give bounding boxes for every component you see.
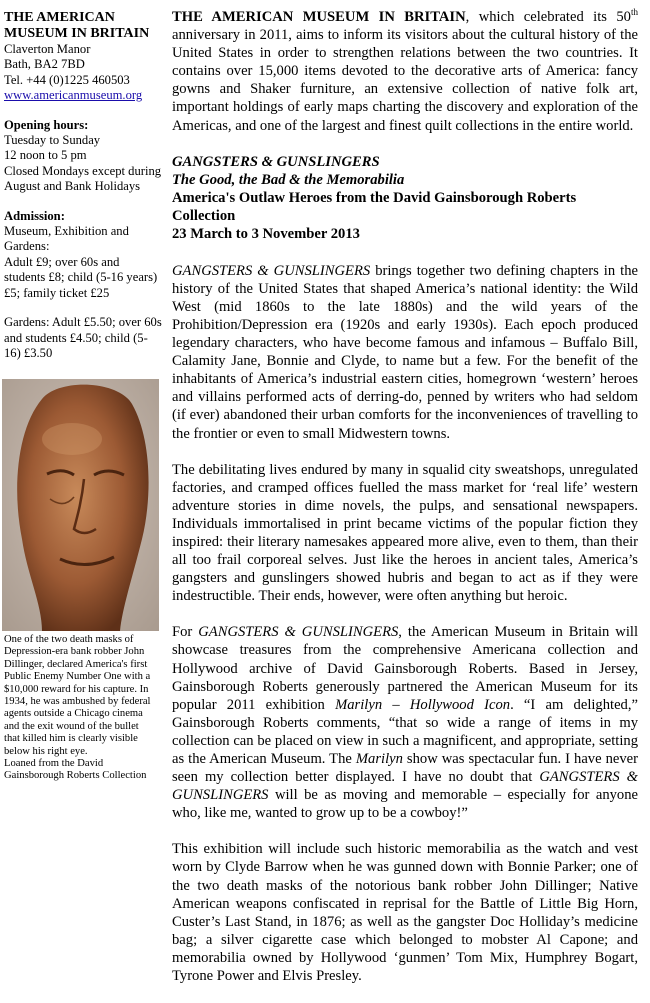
intro-paragraph [172,8,638,135]
intro-sup: th [630,7,638,18]
admission-prices: Adult £9; over 60s and students £8; child (5-16 years) £5; family ticket £25 [4,254,158,300]
museum-name: THE AMERICAN MUSEUM IN BRITAIN [4,10,150,41]
address-line1: Claverton Manor [4,42,91,56]
p3-title4: GANGSTERS & GUNSLINGERS [172,769,638,804]
paragraph-4: This exhibition will include such historic memorabilia as the watch and vest worn by Clyde Barrow when he was gunned down with Bonnie Parker; one of the two death masks of the notorious bank robber John Dillinger; Native American weapons confiscated in reprisal for the Battle of Little Big Horn, Custer’s Last Stand, in 1876; as well as the gangster Doc Holliday’s medicine bag; a silver cigarette case which belonged to mobster Al Capone; and memorabilia owned by Hollywood ‘gunmen’ Tom Mix, Humphrey Bogart, Tyrone Power and Elvis Presley. [172,841,638,985]
intro-text-b: anniversary in 2011, aims to inform its visitors about the cultural history of the United States in order to strengthen relations between the two countries. It contains over 15,000 items devoted to the decorative arts of America: fancy gowns and Shaker furniture, an extensive collection of native folk art, important holdings of early maps charting the discovery and exploration of the Americas, and one of the largest and finest quilt collections in the entire world. [172,27,638,134]
main-column [172,8,638,1003]
sidebar [4,10,162,361]
website-link[interactable]: www.americanmuseum.org [4,88,143,103]
p3-c: . “I am delighted,” Gainsborough Roberts comments, “that so wide a range of items in my collection can be placed on view in such a magnificent, and appropriate, setting as the American Museum. The [172,696,638,768]
p3-title2: Marilyn – Hollywood Icon [335,696,511,713]
p3-b: , the American Museum in Britain will showcase treasures from the comprehensive Americana collection and Hollywood archive of David Gainsborough Roberts. Based in Jersey, Gainsborough Roberts generously partnered the American Museum for its popular 2011 exhibition [172,624,638,713]
exhibition-block [172,153,638,244]
intro-text-a: , which celebrated its 50 [465,9,631,25]
p3-e: will be as moving and memorable – especially for anyone who, like me, wanted to grow up to be a cowboy!” [172,787,638,822]
opening-times: 12 noon to 5 pm [4,148,87,163]
address-line2: Bath, BA2 7BD [4,57,85,72]
p1-text: brings together two defining chapters in the history of the United States that shaped America’s national identity: the Wild West (mid 1860s to the late 1880s) and the wild years of the Prohibition/Depression era (1920s and early 1930s). Each epoch produced legendary characters, who have become famous and infamous – Buffalo Bill, Calamity Jane, Bonnie and Clyde, to name but a few. For the benefit of the inhabitants of America’s industrial eastern cities, homegrown ‘western’ heroes and villains performed acts of derring-do, penned by writers who had seldom (if ever) abandoned their urban comforts for the inconveniences of travelling to the frontier or even to small Midwestern towns. [172,262,638,442]
opening-days: Tuesday to Sunday [4,133,101,148]
paragraph-3 [172,623,638,822]
exhibition-tagline: America's Outlaw Heroes from the David Gainsborough Roberts Collection [172,190,577,225]
exhibition-title: GANGSTERS & GUNSLINGERS [172,153,380,170]
p3-d: show was spectacular fun. I have never seen my collection better displayed. I have no doubt that [172,751,638,786]
opening-heading: Opening hours: [4,117,89,132]
intro-lead: THE AMERICAN MUSEUM IN BRITAIN [172,9,466,25]
opening-note: Closed Mondays except during August and Bank Holidays [4,163,162,194]
photo-caption [4,634,156,783]
exhibition-subtitle: The Good, the Bad & the Memorabilia [172,171,405,188]
p1-title: GANGSTERS & GUNSLINGERS [172,262,371,279]
admission-types: Museum, Exhibition and Gardens: [4,224,129,254]
phone: Tel. +44 (0)1225 460503 [4,72,130,87]
p3-title3: Marilyn [355,751,403,768]
caption-loan: Loaned from the David Gainsborough Roberts Collection [4,758,147,782]
paragraph-1 [172,262,638,443]
death-mask-photo [2,379,159,631]
p3-a: For [172,624,199,641]
p3-title1: GANGSTERS & GUNSLINGERS [198,624,399,641]
admission-heading: Admission: [4,208,65,223]
caption-text: One of the two death masks of Depression-era bank robber John Dillinger, declared America's first Public Enemy Number One with a $10,000 reward for his capture. In 1934, he was ambushed by federal agents outside a Chicago cinema and the exit wound of the bullet that killed him is clearly visible below his right eye. [4,634,151,757]
exhibition-dates: 23 March to 3 November 2013 [172,226,360,243]
paragraph-2: The debilitating lives endured by many in squalid city sweatshops, unregulated factories, and cramped offices fuelled the mass market for ‘real life’ western adventure stories in dime novels, the pulps, and sensational newspapers. Individuals immortalised in print became victims of the popular fiction they inspired: their literary namesakes appeared more alive, even to them, than their all too frail corporeal selves. Just like the heroes in ancient tales, America’s gangsters and gunslingers showed hubris and began to act as if they were indestructible. Their ends, however, were often anything but heroic. [172,461,638,605]
gardens-prices: Gardens: Adult £5.50; over 60s and students £4.50; child (5-16) £3.50 [4,315,162,360]
